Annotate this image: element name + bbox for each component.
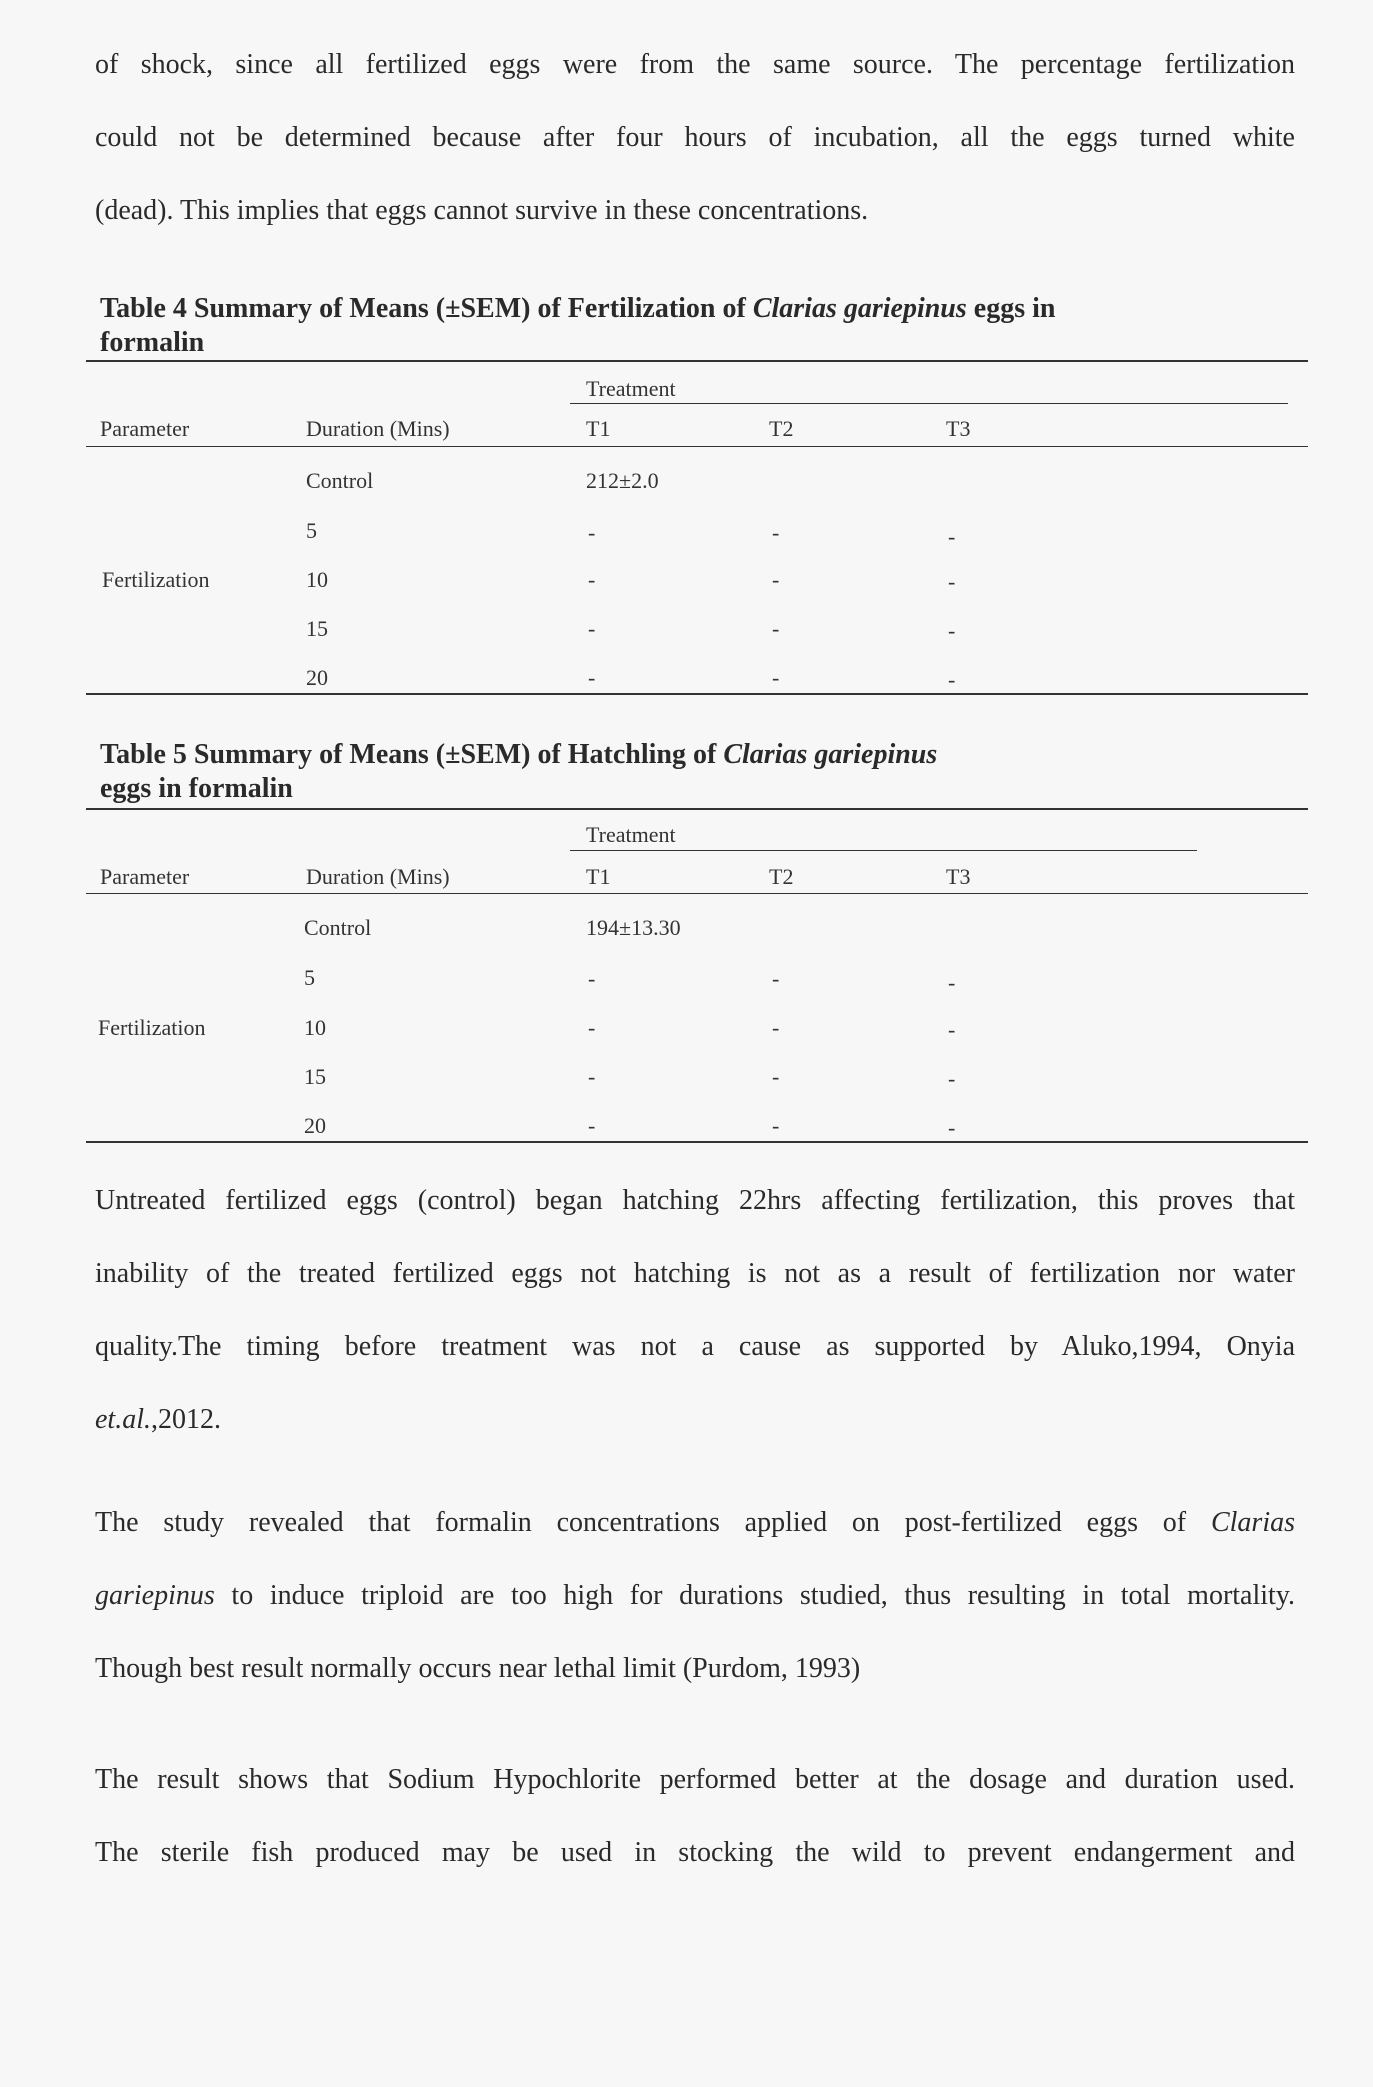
discussion-paragraph-2 bbox=[95, 1486, 1295, 1705]
species-italic: Clarias bbox=[1210, 1507, 1295, 1538]
row-t1: - bbox=[588, 616, 596, 641]
row-duration: 20 bbox=[304, 1113, 326, 1138]
row-t1: - bbox=[588, 1113, 596, 1138]
table-rule-top bbox=[86, 360, 1308, 362]
col-header-duration: Duration (Mins) bbox=[306, 864, 450, 889]
row-t2: - bbox=[772, 567, 780, 592]
row-duration: 15 bbox=[304, 1064, 326, 1089]
table5-caption bbox=[100, 738, 1200, 806]
row-duration: 5 bbox=[306, 518, 317, 543]
row-duration: Control bbox=[304, 915, 372, 940]
row-duration: Control bbox=[306, 468, 374, 493]
table-rule-bottom bbox=[86, 693, 1308, 695]
col-header-t1: T1 bbox=[586, 864, 611, 889]
row-t3: - bbox=[948, 970, 956, 995]
treatment-header: Treatment bbox=[586, 376, 676, 401]
row-t3: - bbox=[948, 1115, 956, 1140]
row-duration: 10 bbox=[306, 567, 328, 592]
intro-paragraph bbox=[95, 28, 1295, 247]
citation-year: ,2012. bbox=[151, 1404, 221, 1435]
row-duration: 5 bbox=[304, 965, 315, 990]
citation-italic: et.al. bbox=[95, 1404, 151, 1435]
row-t1: - bbox=[588, 966, 596, 991]
col-header-parameter: Parameter bbox=[100, 416, 190, 441]
table4 bbox=[86, 360, 1308, 695]
caption-text: eggs in bbox=[966, 293, 1056, 324]
col-header-t3: T3 bbox=[946, 416, 971, 441]
col-header-parameter: Parameter bbox=[100, 864, 190, 889]
caption-text: Table 4 Summary of Means (±SEM) of Fertilization of bbox=[100, 293, 753, 324]
row-t2: - bbox=[772, 1015, 780, 1040]
text-line: Untreated fertilized eggs (control) began hatching 22hrs affecting fertilization, this proves that bbox=[95, 1185, 1295, 1216]
parameter-label: Fertilization bbox=[102, 567, 210, 592]
col-header-t2: T2 bbox=[769, 416, 794, 441]
row-duration: 20 bbox=[306, 665, 328, 690]
text-line bbox=[95, 1383, 1295, 1456]
row-t2: - bbox=[772, 665, 780, 690]
row-t2: - bbox=[772, 520, 780, 545]
parameter-label: Fertilization bbox=[98, 1015, 206, 1040]
text-line: Though best result normally occurs near lethal limit (Purdom, 1993) bbox=[95, 1653, 861, 1684]
treatment-header: Treatment bbox=[586, 822, 676, 847]
row-t1: - bbox=[588, 1064, 596, 1089]
table4-caption bbox=[100, 292, 1200, 360]
row-t1: 194±13.30 bbox=[586, 915, 681, 940]
table-rule-header bbox=[86, 446, 1308, 447]
row-t3: - bbox=[948, 1017, 956, 1042]
row-t1: - bbox=[588, 665, 596, 690]
row-t1: - bbox=[588, 567, 596, 592]
text-line: of shock, since all fertilized eggs were from the same source. The percentage fertilization bbox=[95, 49, 1295, 80]
col-header-t1: T1 bbox=[586, 416, 611, 441]
discussion-paragraph-1 bbox=[95, 1164, 1295, 1456]
row-t1: 212±2.0 bbox=[586, 468, 659, 493]
row-duration: 10 bbox=[304, 1015, 326, 1040]
caption-species: Clarias gariepinus bbox=[723, 739, 938, 770]
conclusion-paragraph bbox=[95, 1743, 1295, 1889]
treatment-underline bbox=[570, 850, 1197, 851]
table5 bbox=[86, 808, 1308, 1143]
row-t3: - bbox=[948, 667, 956, 692]
caption-species: Clarias gariepinus bbox=[752, 293, 967, 324]
row-t3: - bbox=[948, 524, 956, 549]
row-t1: - bbox=[588, 1015, 596, 1040]
row-t2: - bbox=[772, 616, 780, 641]
text-line: quality.The timing before treatment was not a cause as supported by Aluko,1994, Onyia bbox=[95, 1331, 1295, 1362]
row-t2: - bbox=[772, 966, 780, 991]
text-line: (dead). This implies that eggs cannot survive in these concentrations. bbox=[95, 195, 869, 226]
table-rule-top bbox=[86, 808, 1308, 810]
text-span: to induce triploid are too high for durations studied, thus resulting in total mortality. bbox=[214, 1580, 1295, 1611]
text-line: inability of the treated fertilized eggs not hatching is not as a result of fertilization nor water bbox=[95, 1258, 1295, 1289]
species-italic: gariepinus bbox=[95, 1580, 215, 1611]
col-header-duration: Duration (Mins) bbox=[306, 416, 450, 441]
row-duration: 15 bbox=[306, 616, 328, 641]
treatment-underline bbox=[570, 403, 1288, 404]
row-t3: - bbox=[948, 569, 956, 594]
row-t3: - bbox=[948, 1066, 956, 1091]
col-header-t3: T3 bbox=[946, 864, 971, 889]
col-header-t2: T2 bbox=[769, 864, 794, 889]
row-t2: - bbox=[772, 1113, 780, 1138]
row-t1: - bbox=[588, 520, 596, 545]
row-t3: - bbox=[948, 618, 956, 643]
text-line bbox=[95, 1486, 1295, 1559]
caption-text: formalin bbox=[100, 327, 205, 358]
table-rule-header bbox=[86, 893, 1308, 894]
row-t2: - bbox=[772, 1064, 780, 1089]
text-line: The sterile fish produced may be used in stocking the wild to prevent endangerment and bbox=[95, 1837, 1295, 1868]
text-line: The result shows that Sodium Hypochlorite performed better at the dosage and duration used. bbox=[95, 1764, 1295, 1795]
caption-text: Table 5 Summary of Means (±SEM) of Hatchling of bbox=[100, 739, 724, 770]
table-rule-bottom bbox=[86, 1141, 1308, 1143]
text-line bbox=[95, 1559, 1295, 1632]
text-line: could not be determined because after four hours of incubation, all the eggs turned white bbox=[95, 122, 1295, 153]
text-span: The study revealed that formalin concentrations applied on post-fertilized eggs of bbox=[95, 1507, 1211, 1538]
caption-text: eggs in formalin bbox=[100, 773, 293, 804]
